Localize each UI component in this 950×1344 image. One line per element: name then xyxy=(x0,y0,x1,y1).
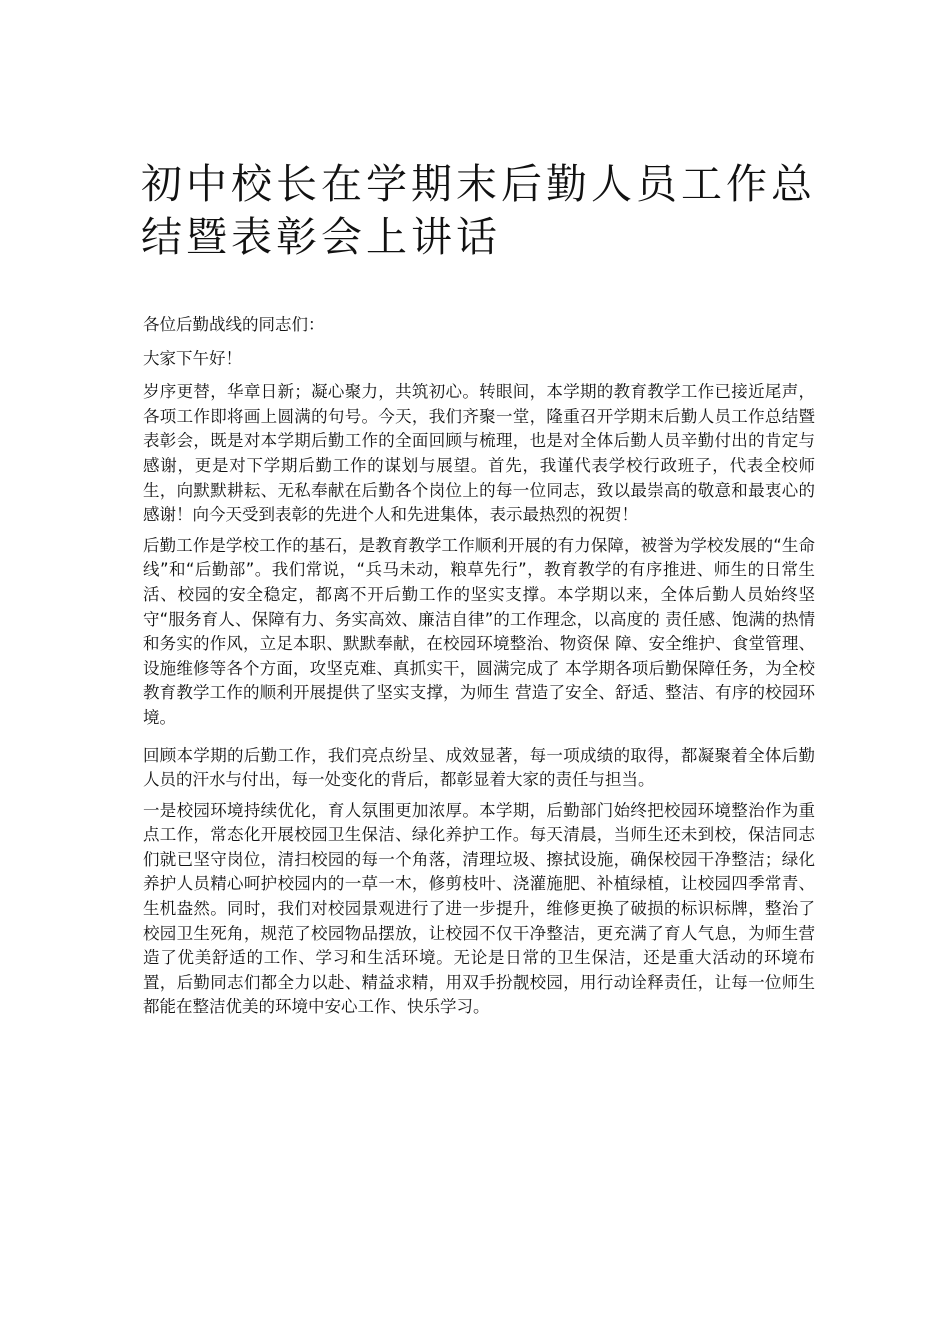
document-body xyxy=(143,313,815,1026)
paragraph-environment: 一是校园环境持续优化，育人氛围更加浓厚。本学期，后勤部门始终把校园环境整治作为重点工作，常态化开展校园卫生保洁、绿化养护工作。每天清晨，当师生还未到校，保洁同志们就已坚守岗位，清扫校园的每一个角落，清理垃圾、擦拭设施，确保校园干净整洁；绿化养护人员精心呵护校园内的一草一木，修剪枝叶、浇灌施肥、补植绿植，让校园四季常青、生机盎然。同时，我们对校园景观进行了进一步提升，维修更换了破损的标识标牌，整治了校园卫生死角，规范了校园物品摆放，让校园不仅干净整洁，更充满了育人气息，为师生营造了优美舒适的工作、学习和生活环境。无论是日常的卫生保洁，还是重大活动的环境布置，后勤同志们都全力以赴、精益求精，用双手扮靓校园，用行动诠释责任，让每一位师生都能在整洁优美的环境中安心工作、快乐学习。 xyxy=(143,800,815,1017)
greeting: 大家下午好！ xyxy=(143,348,242,368)
salutation: 各位后勤战线的同志们： xyxy=(143,315,325,334)
paragraph-review: 回顾本学期的后勤工作，我们亮点纷呈、成效显著，每一项成绩的取得，都凝聚着全体后勤人员的汗水与付出，每一处变化的背后，都彰显着大家的责任与担当。 xyxy=(143,745,815,790)
paragraph-importance: 后勤工作是学校工作的基石，是教育教学工作顺利开展的有力保障，被誉为学校发展的“生命线”和“后勤部”。我们常说，“兵马未动，粮草先行”，教育教学的有序推进、师生的日常生活、校园的安全稳定，都离不开后勤工作的坚实支撑。本学期以来，全体后勤人员始终坚守“服务育人、保障有力、务实高效、廉洁自律”的工作理念，以高度的 责任感、饱满的热情和务实的作风，立足本职、默默奉献，在校园环境整治、物资保 障、安全维护、食堂管理、设施维修等各个方面，攻坚克难、真抓实干，圆满完成了 本学期各项后勤保障任务，为全校教育教学工作的顺利开展提供了坚实支撑，为师生 营造了安全、舒适、整洁、有序的校园环境。 xyxy=(143,535,815,727)
paragraph-opening: 岁序更替，华章日新；凝心聚力，共筑初心。转眼间，本学期的教育教学工作已接近尾声，各项工作即将画上圆满的句号。今天，我们齐聚一堂，隆重召开学期末后勤人员工作总结暨表彰会，既是对本学期后勤工作的全面回顾与梳理，也是对全体后勤人员辛勤付出的肯定与感谢，更是对下学期后勤工作的谋划与展望。首先，我谨代表学校行政班子，代表全校师生，向默默耕耘、无私奉献在后勤各个岗位上的每一位同志，致以最崇高的敬意和最衷心的感谢！向今天受到表彰的先进个人和先进集体，表示最热烈的祝贺！ xyxy=(143,382,815,525)
document-title: 初中校长在学期末后勤人员工作总结暨表彰会上讲话 xyxy=(141,160,816,261)
